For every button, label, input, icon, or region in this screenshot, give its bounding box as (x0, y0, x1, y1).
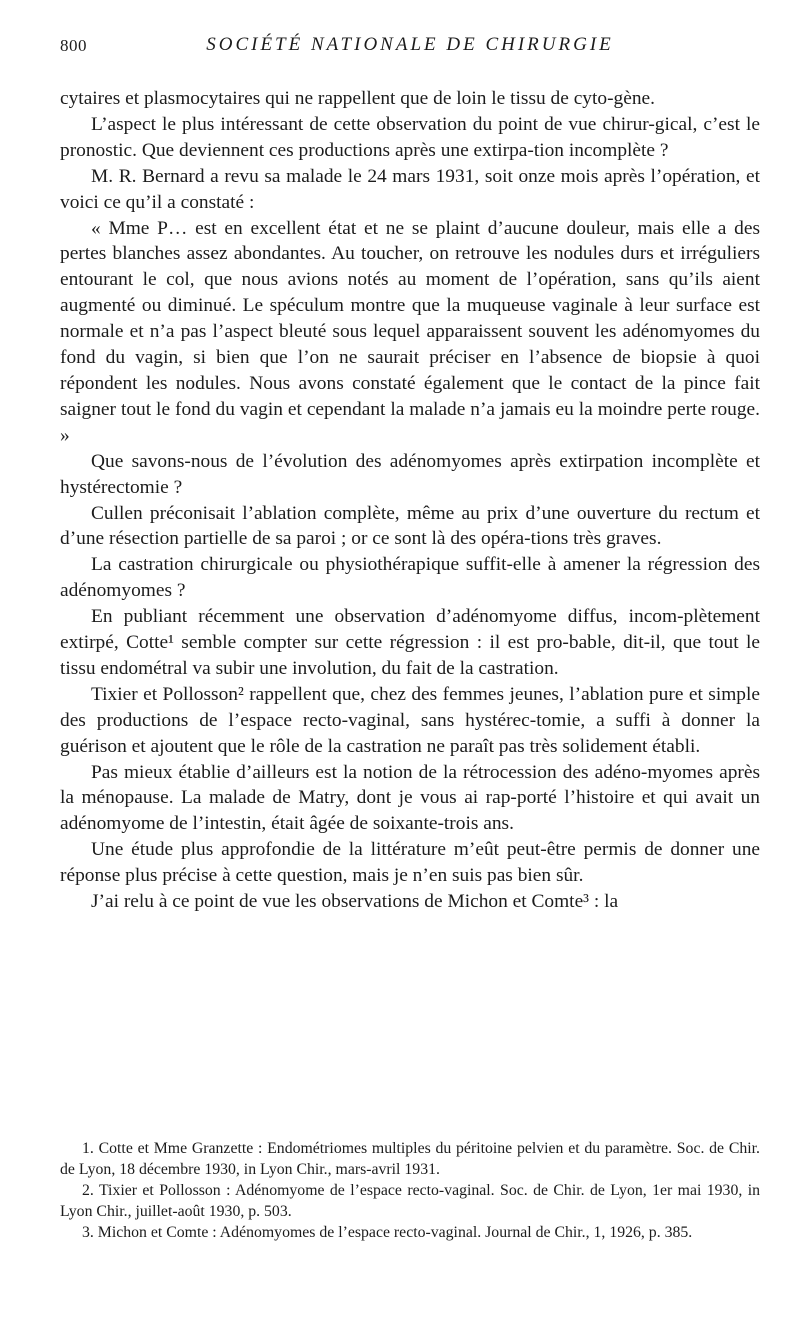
paragraph: J’ai relu à ce point de vue les observations de Michon et Comte³ : la (91, 891, 619, 913)
paragraph: Pas mieux établie d’ailleurs est la notion de la rétrocession des adéno-myomes après la ménopause. La malade de Matry, dont je vous ai rap-porté l’histoire et qui avait un adénomyome de l’intestin, était âgée de soixante-trois ans. (60, 761, 760, 835)
paragraph: cytaires et plasmocytaires qui ne rappellent que de loin le tissu de cyto-gène. (60, 88, 655, 109)
footnotes (60, 1138, 760, 1243)
paragraph: En publiant récemment une observation d’adénomyome diffus, incom-plètement extirpé, Cotte¹ semble compter sur cette régression : il est pro-bable, dit-il, que tout le tissu endométral va subir une involution, du fait de la castration. (60, 606, 760, 679)
page-number: 800 (60, 36, 87, 55)
footnote: 1. Cotte et Mme Granzette : Endométriomes multiples du péritoine pelvien et du paramètre. Soc. de Chir. de Lyon, 18 décembre 1930, in Lyon Chir., mars-avril 1931. (60, 1140, 760, 1178)
paragraph: Que savons-nous de l’évolution des adénomyomes après extirpation incomplète et hystérectomie ? (60, 450, 760, 498)
body-text (60, 86, 760, 915)
paragraph: L’aspect le plus intéressant de cette observation du point de vue chirur-gical, c’est le pronostic. Que deviennent ces productions après une extirpa-tion incomplète ? (60, 113, 760, 161)
footnote: 2. Tixier et Pollosson : Adénomyome de l’espace recto-vaginal. Soc. de Chir. de Lyon, 1er mai 1930, in Lyon Chir., juillet-août 1930, p. 503. (60, 1182, 760, 1220)
paragraph: La castration chirurgicale ou physiothérapique suffit-elle à amener la régression des adénomyomes ? (60, 554, 760, 602)
page-header (60, 34, 760, 64)
paragraph: Une étude plus approfondie de la littérature m’eût peut-être permis de donner une réponse plus précise à cette question, mais je n’en suis pas bien sûr. (60, 839, 760, 887)
paragraph: Tixier et Pollosson² rappellent que, chez des femmes jeunes, l’ablation pure et simple des productions de l’espace recto-vaginal, sans hystérec-tomie, a suffi à donner la guérison et ajoutent que le rôle de la castration ne paraît pas très solidement établi. (60, 683, 760, 757)
paragraph: M. R. Bernard a revu sa malade le 24 mars 1931, soit onze mois après l’opération, et voici ce qu’il a constaté : (60, 165, 760, 213)
footnote: 3. Michon et Comte : Adénomyomes de l’espace recto-vaginal. Journal de Chir., 1, 1926, p. 385. (82, 1224, 693, 1241)
paragraph: Cullen préconisait l’ablation complète, même au prix d’une ouverture du rectum et d’une résection partielle de sa paroi ; or ce sont là des opéra-tions très graves. (60, 502, 760, 550)
running-head: SOCIÉTÉ NATIONALE DE CHIRURGIE (206, 34, 614, 55)
quoted-paragraph: « Mme P… est en excellent état et ne se plaint d’aucune douleur, mais elle a des pertes blanches assez abondantes. Au toucher, on retrouve les nodules durs et irréguliers entourant le col, que nous avions notés au moment de l’opération, sans qu’ils aient augmenté ou diminué. Le spéculum montre que la muqueuse vaginale à leur surface est normale et n’a pas l’aspect bleuté sous lequel apparaissent souvent les adénomyomes du fond du vagin, si bien que l’on ne saurait préciser en l’absence de biopsie à quoi répondent les nodules. Nous avons constaté également que le contact de la pince fait saigner tout le fond du vagin et cependant la malade n’a jamais eu la moindre perte rouge. » (60, 217, 760, 446)
